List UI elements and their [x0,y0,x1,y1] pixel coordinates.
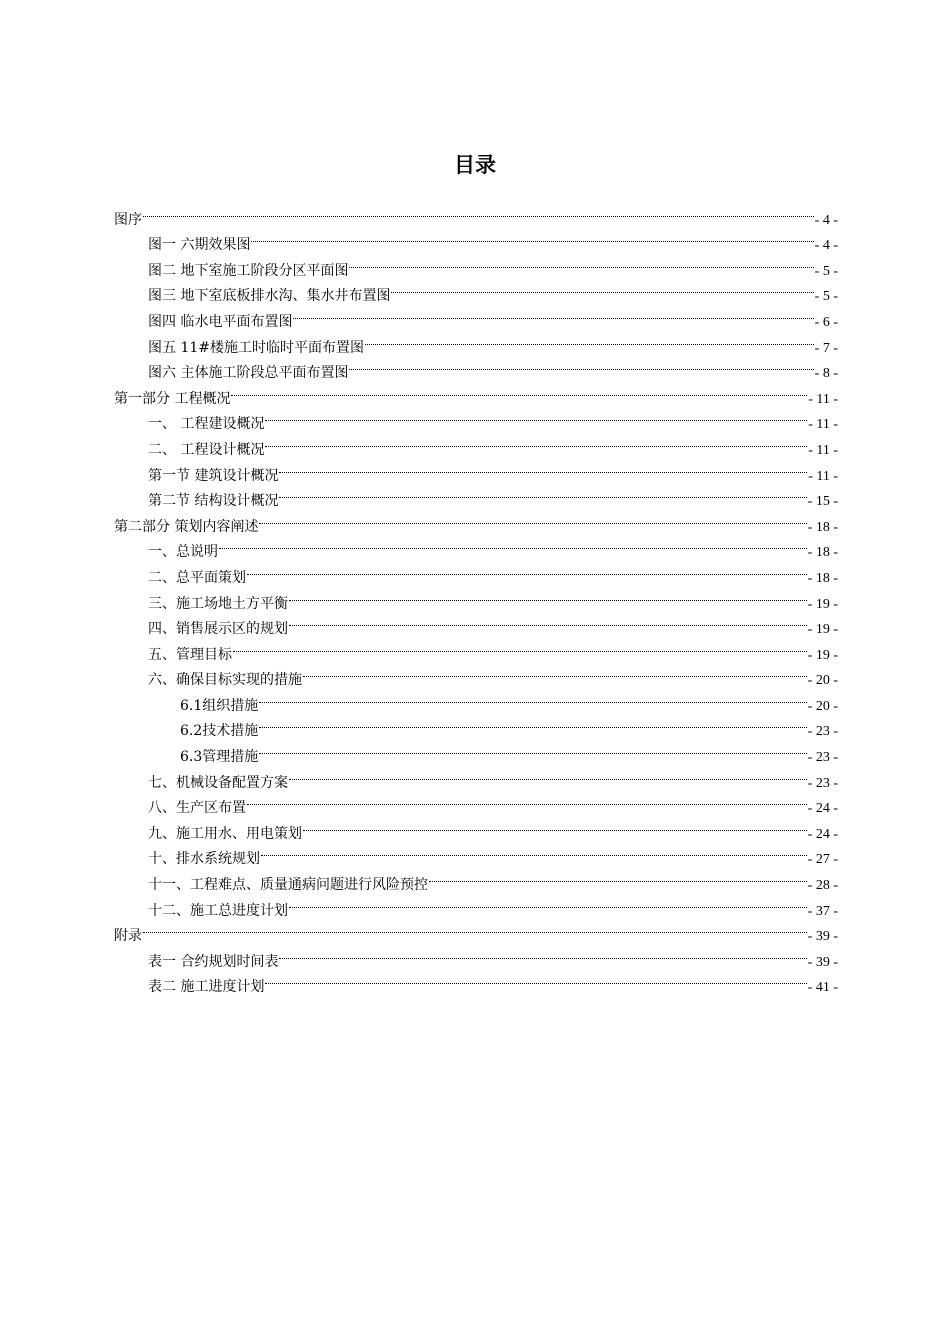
dot-leader [429,863,807,889]
toc-entry-page-number: - 37 - [807,903,838,919]
toc-entry-page-number: - 19 - [807,647,838,663]
toc-entry-page-number: - 20 - [807,673,838,689]
toc-entry-title: 6.3管理措施 [180,749,259,766]
toc-entry-title: 五、管理目标 [148,646,232,663]
page-title: 目录 [454,153,496,177]
toc-entry-page-number: - 39 - [807,954,838,970]
toc-entry-page-number: - 11 - [808,391,838,407]
toc-entry[interactable] [114,224,838,254]
toc-entry-title: 三、施工场地土方平衡 [148,595,288,612]
dot-leader [391,275,813,301]
table-of-contents [114,198,838,996]
toc-entry-title: 第一节 建筑设计概况 [148,467,279,484]
dot-leader [365,326,814,352]
dot-leader [259,684,806,710]
toc-entry-title: 十、排水系统规划 [148,851,260,868]
dot-leader [231,377,807,403]
dot-leader [265,428,807,454]
toc-entry[interactable] [114,531,838,561]
dot-leader [265,403,807,429]
toc-entry-page-number: - 8 - [814,366,838,382]
toc-entry-page-number: - 4 - [814,212,838,228]
dot-leader [219,531,807,557]
dot-leader [259,735,806,761]
toc-entry-page-number: - 6 - [814,314,838,330]
toc-entry-page-number: - 18 - [807,519,838,535]
toc-entry-page-number: - 23 - [807,775,838,791]
toc-entry-title: 第一部分 工程概况 [114,390,231,407]
toc-entry-page-number: - 39 - [807,929,838,945]
toc-entry-title: 二、 工程设计概况 [148,441,265,458]
toc-entry[interactable] [114,198,838,228]
toc-entry[interactable] [114,940,838,970]
toc-entry-page-number: - 19 - [807,596,838,612]
toc-entry-title: 十一、工程难点、质量通病问题进行风险预控 [148,877,428,894]
toc-entry-page-number: - 24 - [807,826,838,842]
toc-entry-page-number: - 5 - [814,263,838,279]
toc-entry-title: 图五 11#楼施工时临时平面布置图 [148,339,364,356]
toc-entry-title: 七、机械设备配置方案 [148,774,288,791]
dot-leader [143,915,807,941]
toc-entry-page-number: - 18 - [807,570,838,586]
dot-leader [251,224,813,250]
toc-entry-page-number: - 23 - [807,724,838,740]
toc-entry-title: 九、施工用水、用电策划 [148,825,302,842]
toc-entry-title: 图二 地下室施工阶段分区平面图 [148,262,349,279]
dot-leader [233,633,807,659]
toc-entry-title: 表一 合约规划时间表 [148,953,279,970]
toc-entry-title: 十二、施工总进度计划 [148,902,288,919]
toc-entry-title: 第二节 结构设计概况 [148,493,279,510]
toc-entry-title: 图六 主体施工阶段总平面布置图 [148,365,349,382]
dot-leader [279,454,807,480]
dot-leader [289,889,807,915]
dot-leader [259,505,806,531]
toc-entry-title: 图四 临水电平面布置图 [148,313,293,330]
toc-entry-title: 六、确保目标实现的措施 [148,672,302,689]
toc-entry-page-number: - 11 - [808,417,838,433]
toc-entry-page-number: - 11 - [808,442,838,458]
dot-leader [265,966,806,992]
dot-leader [289,582,807,608]
toc-entry-page-number: - 5 - [814,289,838,305]
toc-entry-page-number: - 24 - [807,801,838,817]
toc-entry-page-number: - 27 - [807,852,838,868]
toc-entry-title: 表二 施工进度计划 [148,979,265,996]
toc-entry-page-number: - 20 - [807,698,838,714]
toc-entry-page-number: - 4 - [814,238,838,254]
toc-entry-title: 二、总平面策划 [148,569,246,586]
dot-leader [261,838,807,864]
dot-leader [259,710,806,736]
dot-leader [349,249,813,275]
dot-leader [349,352,813,378]
toc-entry-page-number: - 11 - [808,468,838,484]
toc-entry-title: 图序 [114,211,142,228]
toc-entry-title: 6.1组织措施 [180,697,259,714]
dot-leader [289,761,807,787]
dot-leader [143,198,814,224]
toc-entry-title: 第二部分 策划内容阐述 [114,518,259,535]
dot-leader [293,300,813,326]
toc-entry-title: 图三 地下室底板排水沟、集水井布置图 [148,288,391,305]
toc-entry-title: 一、总说明 [148,544,218,561]
toc-entry-page-number: - 18 - [807,545,838,561]
dot-leader [303,659,807,685]
toc-entry-title: 附录 [114,928,142,945]
dot-leader [279,480,806,506]
toc-entry-page-number: - 23 - [807,750,838,766]
toc-entry[interactable] [114,556,838,586]
toc-entry-title: 八、生产区布置 [148,800,246,817]
toc-entry-title: 6.2技术措施 [180,723,259,740]
toc-entry-page-number: - 15 - [807,494,838,510]
dot-leader [303,812,807,838]
toc-entry-page-number: - 28 - [807,878,838,894]
dot-leader [247,556,807,582]
dot-leader [247,787,807,813]
toc-entry-title: 一、 工程建设概况 [148,416,265,433]
dot-leader [289,608,807,634]
dot-leader [279,940,806,966]
toc-entry-page-number: - 7 - [814,340,838,356]
toc-entry[interactable] [114,915,838,945]
toc-entry-page-number: - 41 - [807,980,838,996]
toc-entry-title: 四、销售展示区的规划 [148,621,288,638]
toc-entry-title: 图一 六期效果图 [148,237,251,254]
toc-entry-page-number: - 19 - [807,622,838,638]
